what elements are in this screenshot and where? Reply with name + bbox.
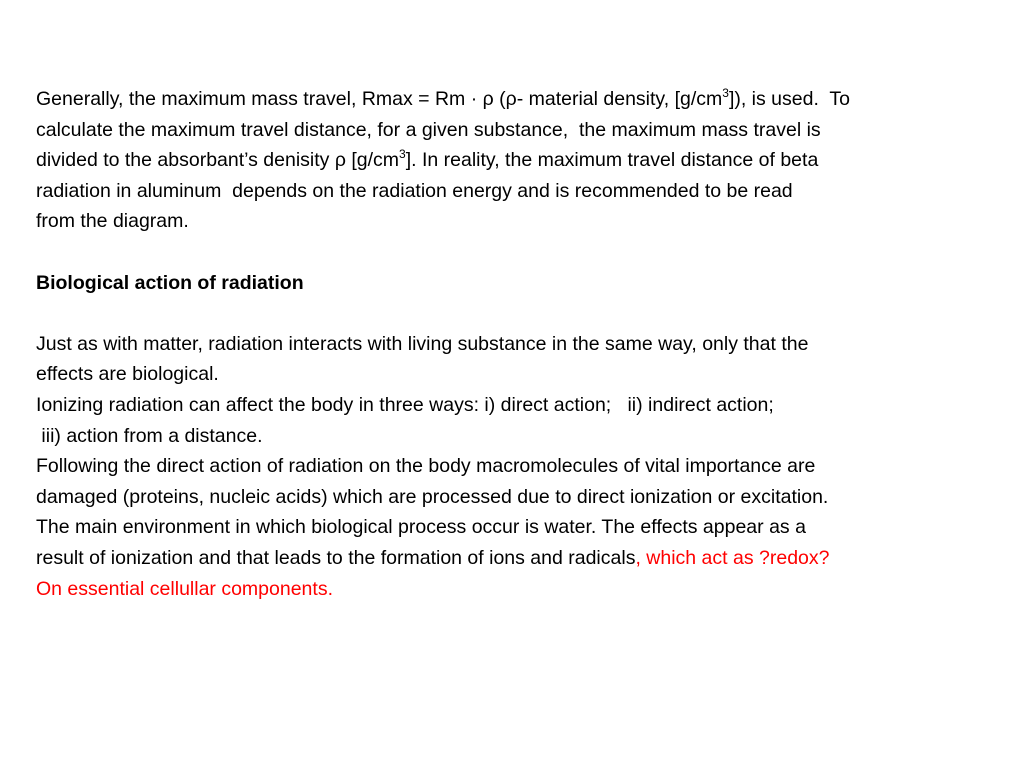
text-line: Ionizing radiation can affect the body in three ways: i) direct action; ii) indirect action; (36, 393, 774, 416)
text-line: iii) action from a distance. (36, 424, 263, 447)
text-line: from the diagram. (36, 210, 189, 233)
text-fragment: ]), is used. To (728, 88, 850, 110)
highlighted-text-line: On essential cellullar components. (36, 577, 333, 600)
text-line: Just as with matter, radiation interacts with living substance in the same way, only that the (36, 332, 809, 355)
text-line: radiation in aluminum depends on the radiation energy and is recommended to be read (36, 179, 793, 202)
text-line: calculate the maximum travel distance, for a given substance, the maximum mass travel is (36, 118, 821, 141)
section-heading: Biological action of radiation (36, 271, 304, 294)
text-line (36, 145, 1011, 176)
blank-line (36, 298, 1011, 329)
blank-line (36, 237, 1011, 268)
text-line (36, 84, 1011, 115)
text-fragment: result of ionization and that leads to the formation of ions and radicals (36, 546, 636, 569)
text-line: The main environment in which biological process occur is water. The effects appear as a (36, 516, 806, 539)
text-fragment: Generally, the maximum mass travel, Rmax = Rm · ρ (ρ- material density, [g/cm (36, 88, 723, 110)
slide-body (36, 84, 1011, 604)
superscript: 3 (722, 85, 729, 100)
text-fragment: ]. In reality, the maximum travel distance of beta (405, 149, 819, 172)
superscript: 3 (399, 146, 406, 161)
text-line: Following the direct action of radiation on the body macromolecules of vital importance are (36, 455, 816, 478)
text-line: damaged (proteins, nucleic acids) which are processed due to direct ionization or excitation. (36, 485, 829, 508)
highlighted-text: , which act as ?redox? (635, 546, 830, 569)
text-line: effects are biological. (36, 363, 219, 386)
text-line (36, 543, 1011, 574)
text-fragment: divided to the absorbant’s denisity ρ [g/cm (36, 149, 400, 172)
